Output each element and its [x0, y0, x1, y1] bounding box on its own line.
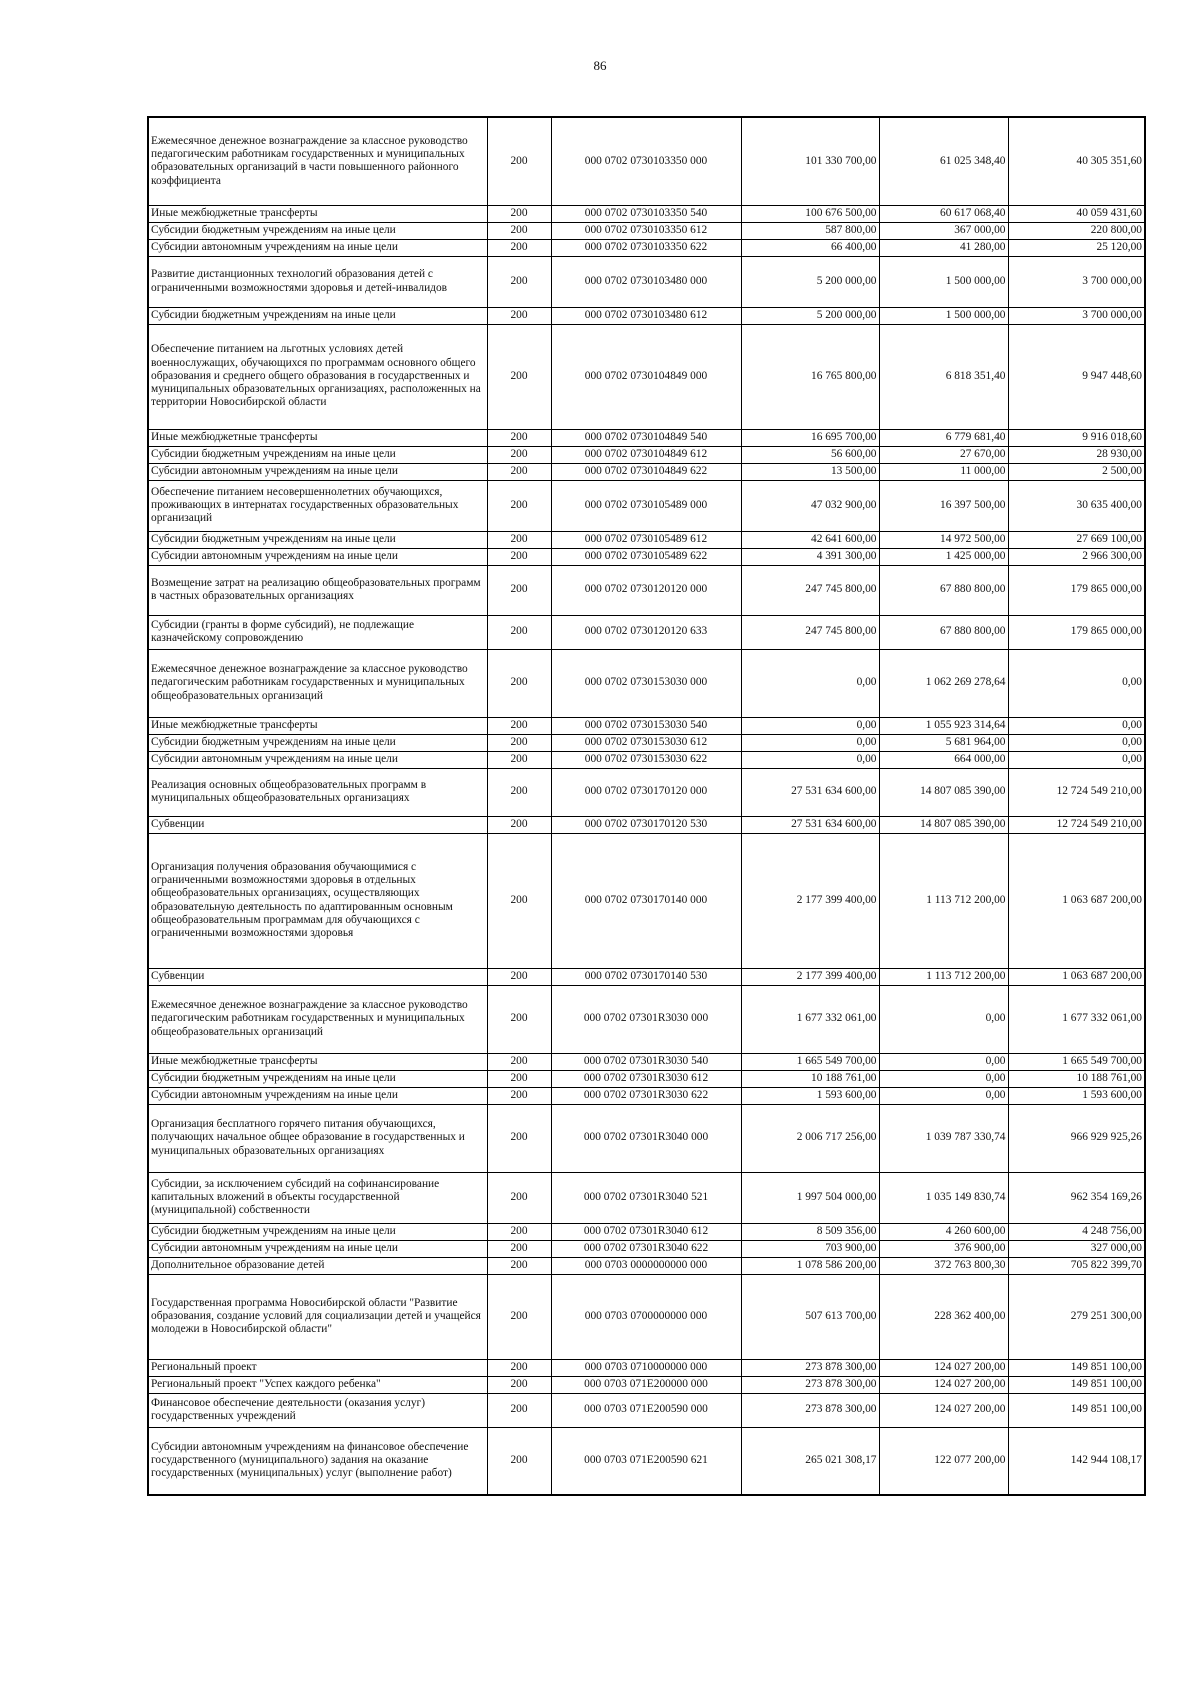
row-approved-amount-cell: 2 006 717 256,00: [741, 1104, 879, 1172]
row-name-cell: Субсидии автономным учреждениям на иные цели: [148, 463, 487, 480]
row-name-cell: Субсидии автономным учреждениям на иные цели: [148, 751, 487, 768]
row-unexecuted-amount-cell: 962 354 169,26: [1008, 1172, 1145, 1223]
row-name-cell: Субсидии автономным учреждениям на иные цели: [148, 1240, 487, 1257]
row-code-cell: 200: [487, 1053, 551, 1070]
row-code-cell: 200: [487, 565, 551, 615]
table-row: [148, 205, 1145, 222]
row-kbk-code-cell: 000 0702 0730104849 540: [551, 429, 741, 446]
row-kbk-code-cell: 000 0702 0730103350 612: [551, 222, 741, 239]
row-code-cell: 200: [487, 717, 551, 734]
row-code-cell: 200: [487, 833, 551, 968]
row-executed-amount-cell: 6 779 681,40: [879, 429, 1008, 446]
row-kbk-code-cell: 000 0702 07301R3030 540: [551, 1053, 741, 1070]
row-name-cell: Региональный проект "Успех каждого ребенка": [148, 1376, 487, 1393]
row-executed-amount-cell: 1 113 712 200,00: [879, 968, 1008, 985]
row-name-cell: Субсидии автономным учреждениям на иные цели: [148, 1087, 487, 1104]
row-code-cell: 200: [487, 429, 551, 446]
row-kbk-code-cell: 000 0703 071E200590 621: [551, 1427, 741, 1495]
row-code-cell: 200: [487, 222, 551, 239]
row-name-cell: Реализация основных общеобразовательных программ в муниципальных общеобразовательных организациях: [148, 768, 487, 816]
row-executed-amount-cell: 1 035 149 830,74: [879, 1172, 1008, 1223]
row-code-cell: 200: [487, 324, 551, 429]
row-approved-amount-cell: 273 878 300,00: [741, 1393, 879, 1427]
row-kbk-code-cell: 000 0702 0730153030 622: [551, 751, 741, 768]
table-row: [148, 1223, 1145, 1240]
row-unexecuted-amount-cell: 28 930,00: [1008, 446, 1145, 463]
row-name-cell: Обеспечение питанием на льготных условиях детей военнослужащих, обучающихся по программам основного общего образования и среднего общего образования в государственных и муниципальных образовательных организациях, расположенных на территории Новосибирской области: [148, 324, 487, 429]
row-name-cell: Возмещение затрат на реализацию общеобразовательных программ в частных образовательных организациях: [148, 565, 487, 615]
row-executed-amount-cell: 67 880 800,00: [879, 615, 1008, 649]
row-code-cell: 200: [487, 734, 551, 751]
row-unexecuted-amount-cell: 10 188 761,00: [1008, 1070, 1145, 1087]
row-code-cell: 200: [487, 1223, 551, 1240]
row-unexecuted-amount-cell: 0,00: [1008, 734, 1145, 751]
row-approved-amount-cell: 2 177 399 400,00: [741, 968, 879, 985]
row-unexecuted-amount-cell: 4 248 756,00: [1008, 1223, 1145, 1240]
row-unexecuted-amount-cell: 3 700 000,00: [1008, 307, 1145, 324]
row-approved-amount-cell: 1 665 549 700,00: [741, 1053, 879, 1070]
row-approved-amount-cell: 4 391 300,00: [741, 548, 879, 565]
row-approved-amount-cell: 0,00: [741, 649, 879, 717]
row-unexecuted-amount-cell: 3 700 000,00: [1008, 256, 1145, 307]
row-unexecuted-amount-cell: 2 966 300,00: [1008, 548, 1145, 565]
row-unexecuted-amount-cell: 327 000,00: [1008, 1240, 1145, 1257]
row-name-cell: Субвенции: [148, 968, 487, 985]
table-row: [148, 1376, 1145, 1393]
row-code-cell: 200: [487, 531, 551, 548]
row-code-cell: 200: [487, 985, 551, 1053]
row-code-cell: 200: [487, 548, 551, 565]
row-executed-amount-cell: 5 681 964,00: [879, 734, 1008, 751]
row-name-cell: Субсидии бюджетным учреждениям на иные цели: [148, 446, 487, 463]
row-kbk-code-cell: 000 0702 0730120120 633: [551, 615, 741, 649]
row-approved-amount-cell: 273 878 300,00: [741, 1359, 879, 1376]
row-kbk-code-cell: 000 0702 0730104849 612: [551, 446, 741, 463]
row-unexecuted-amount-cell: 966 929 925,26: [1008, 1104, 1145, 1172]
row-executed-amount-cell: 41 280,00: [879, 239, 1008, 256]
budget-execution-table: [147, 116, 1146, 1496]
page-number: 86: [593, 58, 607, 73]
row-unexecuted-amount-cell: 149 851 100,00: [1008, 1393, 1145, 1427]
row-kbk-code-cell: 000 0702 0730104849 622: [551, 463, 741, 480]
row-code-cell: 200: [487, 1274, 551, 1359]
row-code-cell: 200: [487, 446, 551, 463]
table-row: [148, 1257, 1145, 1274]
row-name-cell: Организация бесплатного горячего питания обучающихся, получающих начальное общее образование в государственных и муниципальных образовательных организациях: [148, 1104, 487, 1172]
row-approved-amount-cell: 1 593 600,00: [741, 1087, 879, 1104]
row-unexecuted-amount-cell: 279 251 300,00: [1008, 1274, 1145, 1359]
row-name-cell: Развитие дистанционных технологий образования детей с ограниченными возможностями здоровья и детей-инвалидов: [148, 256, 487, 307]
table-row: [148, 1359, 1145, 1376]
row-name-cell: Региональный проект: [148, 1359, 487, 1376]
row-approved-amount-cell: 1 677 332 061,00: [741, 985, 879, 1053]
row-executed-amount-cell: 14 972 500,00: [879, 531, 1008, 548]
row-executed-amount-cell: 16 397 500,00: [879, 480, 1008, 531]
row-unexecuted-amount-cell: 12 724 549 210,00: [1008, 768, 1145, 816]
row-kbk-code-cell: 000 0702 0730120120 000: [551, 565, 741, 615]
row-executed-amount-cell: 0,00: [879, 1070, 1008, 1087]
table-row: [148, 1172, 1145, 1223]
table-row: [148, 256, 1145, 307]
row-name-cell: Субсидии, за исключением субсидий на софинансирование капитальных вложений в объекты государственной (муниципальной) собственности: [148, 1172, 487, 1223]
row-name-cell: Обеспечение питанием несовершеннолетних обучающихся, проживающих в интернатах государственных образовательных организаций: [148, 480, 487, 531]
row-approved-amount-cell: 1 997 504 000,00: [741, 1172, 879, 1223]
table-row: [148, 222, 1145, 239]
table-row: [148, 1240, 1145, 1257]
row-kbk-code-cell: 000 0702 0730153030 540: [551, 717, 741, 734]
row-approved-amount-cell: 265 021 308,17: [741, 1427, 879, 1495]
table-row: [148, 1053, 1145, 1070]
table-row: [148, 1393, 1145, 1427]
row-executed-amount-cell: 1 113 712 200,00: [879, 833, 1008, 968]
row-name-cell: Субсидии бюджетным учреждениям на иные цели: [148, 531, 487, 548]
row-code-cell: 200: [487, 117, 551, 205]
table-row: [148, 239, 1145, 256]
row-name-cell: Организация получения образования обучающимися с ограниченными возможностями здоровья в отдельных общеобразовательных организациях, осуществляющих образовательную деятельность по адаптированным основным общеобразовательным программам для обучающихся с ограниченными возможностями здоровья: [148, 833, 487, 968]
row-unexecuted-amount-cell: 149 851 100,00: [1008, 1376, 1145, 1393]
row-code-cell: 200: [487, 256, 551, 307]
row-approved-amount-cell: 247 745 800,00: [741, 615, 879, 649]
table-body: [148, 117, 1145, 1495]
table-row: [148, 1104, 1145, 1172]
row-executed-amount-cell: 1 062 269 278,64: [879, 649, 1008, 717]
row-code-cell: 200: [487, 1376, 551, 1393]
table-row: [148, 833, 1145, 968]
table-row: [148, 615, 1145, 649]
row-name-cell: Субсидии бюджетным учреждениям на иные цели: [148, 222, 487, 239]
row-unexecuted-amount-cell: 2 500,00: [1008, 463, 1145, 480]
row-name-cell: Субсидии автономным учреждениям на иные цели: [148, 548, 487, 565]
table-row: [148, 307, 1145, 324]
row-name-cell: Иные межбюджетные трансферты: [148, 717, 487, 734]
table-row: [148, 565, 1145, 615]
row-executed-amount-cell: 228 362 400,00: [879, 1274, 1008, 1359]
row-code-cell: 200: [487, 205, 551, 222]
row-code-cell: 200: [487, 239, 551, 256]
row-kbk-code-cell: 000 0702 0730103350 000: [551, 117, 741, 205]
row-kbk-code-cell: 000 0703 0700000000 000: [551, 1274, 741, 1359]
table-row: [148, 1427, 1145, 1495]
row-name-cell: Ежемесячное денежное вознаграждение за классное руководство педагогическим работникам государственных и муниципальных общеобразовательных организаций: [148, 649, 487, 717]
row-approved-amount-cell: 27 531 634 600,00: [741, 768, 879, 816]
row-code-cell: 200: [487, 816, 551, 833]
row-kbk-code-cell: 000 0702 07301R3040 000: [551, 1104, 741, 1172]
row-executed-amount-cell: 1 425 000,00: [879, 548, 1008, 565]
row-name-cell: Ежемесячное денежное вознаграждение за классное руководство педагогическим работникам государственных и муниципальных образовательных организаций в части повышенного районного коэффициента: [148, 117, 487, 205]
row-approved-amount-cell: 101 330 700,00: [741, 117, 879, 205]
table-row: [148, 463, 1145, 480]
row-name-cell: Субсидии автономным учреждениям на финансовое обеспечение государственного (муниципального) задания на оказание государственных (муниципальных) услуг (выполнение работ): [148, 1427, 487, 1495]
row-executed-amount-cell: 664 000,00: [879, 751, 1008, 768]
row-unexecuted-amount-cell: 0,00: [1008, 751, 1145, 768]
row-kbk-code-cell: 000 0702 0730170120 530: [551, 816, 741, 833]
row-unexecuted-amount-cell: 179 865 000,00: [1008, 565, 1145, 615]
row-unexecuted-amount-cell: 27 669 100,00: [1008, 531, 1145, 548]
row-name-cell: Ежемесячное денежное вознаграждение за классное руководство педагогическим работникам государственных и муниципальных общеобразовательных организаций: [148, 985, 487, 1053]
row-kbk-code-cell: 000 0702 07301R3040 521: [551, 1172, 741, 1223]
row-name-cell: Государственная программа Новосибирской области "Развитие образования, создание условий для социализации детей и учащейся молодежи в Новосибирской области": [148, 1274, 487, 1359]
row-approved-amount-cell: 2 177 399 400,00: [741, 833, 879, 968]
row-kbk-code-cell: 000 0702 0730105489 612: [551, 531, 741, 548]
row-unexecuted-amount-cell: 1 677 332 061,00: [1008, 985, 1145, 1053]
row-approved-amount-cell: 5 200 000,00: [741, 256, 879, 307]
row-executed-amount-cell: 0,00: [879, 985, 1008, 1053]
row-approved-amount-cell: 47 032 900,00: [741, 480, 879, 531]
row-approved-amount-cell: 703 900,00: [741, 1240, 879, 1257]
row-approved-amount-cell: 100 676 500,00: [741, 205, 879, 222]
row-executed-amount-cell: 367 000,00: [879, 222, 1008, 239]
row-executed-amount-cell: 1 500 000,00: [879, 307, 1008, 324]
row-unexecuted-amount-cell: 40 059 431,60: [1008, 205, 1145, 222]
row-approved-amount-cell: 42 641 600,00: [741, 531, 879, 548]
row-approved-amount-cell: 0,00: [741, 751, 879, 768]
row-kbk-code-cell: 000 0702 07301R3030 000: [551, 985, 741, 1053]
row-unexecuted-amount-cell: 705 822 399,70: [1008, 1257, 1145, 1274]
row-unexecuted-amount-cell: 0,00: [1008, 649, 1145, 717]
table-row: [148, 717, 1145, 734]
row-kbk-code-cell: 000 0702 0730104849 000: [551, 324, 741, 429]
row-kbk-code-cell: 000 0703 071E200590 000: [551, 1393, 741, 1427]
table-row: [148, 1274, 1145, 1359]
row-name-cell: Субсидии (гранты в форме субсидий), не подлежащие казначейскому сопровождению: [148, 615, 487, 649]
row-code-cell: 200: [487, 1070, 551, 1087]
row-executed-amount-cell: 372 763 800,30: [879, 1257, 1008, 1274]
row-approved-amount-cell: 56 600,00: [741, 446, 879, 463]
row-code-cell: 200: [487, 1087, 551, 1104]
row-approved-amount-cell: 0,00: [741, 717, 879, 734]
row-code-cell: 200: [487, 751, 551, 768]
table-row: [148, 446, 1145, 463]
row-unexecuted-amount-cell: 1 063 687 200,00: [1008, 968, 1145, 985]
row-code-cell: 200: [487, 463, 551, 480]
row-code-cell: 200: [487, 1240, 551, 1257]
row-executed-amount-cell: 0,00: [879, 1087, 1008, 1104]
row-unexecuted-amount-cell: 25 120,00: [1008, 239, 1145, 256]
row-unexecuted-amount-cell: 40 305 351,60: [1008, 117, 1145, 205]
row-name-cell: Субсидии бюджетным учреждениям на иные цели: [148, 734, 487, 751]
row-unexecuted-amount-cell: 1 593 600,00: [1008, 1087, 1145, 1104]
row-kbk-code-cell: 000 0702 0730103480 000: [551, 256, 741, 307]
row-executed-amount-cell: 0,00: [879, 1053, 1008, 1070]
row-name-cell: Финансовое обеспечение деятельности (оказания услуг) государственных учреждений: [148, 1393, 487, 1427]
table-row: [148, 324, 1145, 429]
table-row: [148, 117, 1145, 205]
row-name-cell: Иные межбюджетные трансферты: [148, 429, 487, 446]
row-kbk-code-cell: 000 0702 0730103350 540: [551, 205, 741, 222]
row-kbk-code-cell: 000 0702 0730170140 000: [551, 833, 741, 968]
row-unexecuted-amount-cell: 9 947 448,60: [1008, 324, 1145, 429]
row-name-cell: Дополнительное образование детей: [148, 1257, 487, 1274]
row-kbk-code-cell: 000 0702 07301R3040 612: [551, 1223, 741, 1240]
table-row: [148, 429, 1145, 446]
row-kbk-code-cell: 000 0703 0710000000 000: [551, 1359, 741, 1376]
row-approved-amount-cell: 10 188 761,00: [741, 1070, 879, 1087]
table-row: [148, 480, 1145, 531]
row-unexecuted-amount-cell: 0,00: [1008, 717, 1145, 734]
table-row: [148, 649, 1145, 717]
row-name-cell: Иные межбюджетные трансферты: [148, 205, 487, 222]
row-name-cell: Субсидии бюджетным учреждениям на иные цели: [148, 1223, 487, 1240]
row-code-cell: 200: [487, 307, 551, 324]
table-row: [148, 1087, 1145, 1104]
row-code-cell: 200: [487, 1257, 551, 1274]
row-kbk-code-cell: 000 0702 0730153030 000: [551, 649, 741, 717]
row-code-cell: 200: [487, 1359, 551, 1376]
row-kbk-code-cell: 000 0702 0730103480 612: [551, 307, 741, 324]
row-name-cell: Субвенции: [148, 816, 487, 833]
row-executed-amount-cell: 14 807 085 390,00: [879, 768, 1008, 816]
row-unexecuted-amount-cell: 9 916 018,60: [1008, 429, 1145, 446]
table-row: [148, 531, 1145, 548]
row-executed-amount-cell: 14 807 085 390,00: [879, 816, 1008, 833]
table-row: [148, 734, 1145, 751]
row-kbk-code-cell: 000 0702 0730170120 000: [551, 768, 741, 816]
row-code-cell: 200: [487, 968, 551, 985]
row-code-cell: 200: [487, 1393, 551, 1427]
row-approved-amount-cell: 16 765 800,00: [741, 324, 879, 429]
row-code-cell: 200: [487, 1172, 551, 1223]
row-executed-amount-cell: 124 027 200,00: [879, 1376, 1008, 1393]
row-executed-amount-cell: 1 039 787 330,74: [879, 1104, 1008, 1172]
row-approved-amount-cell: 587 800,00: [741, 222, 879, 239]
row-approved-amount-cell: 13 500,00: [741, 463, 879, 480]
table-row: [148, 985, 1145, 1053]
row-approved-amount-cell: 5 200 000,00: [741, 307, 879, 324]
table-row: [148, 1070, 1145, 1087]
row-name-cell: Иные межбюджетные трансферты: [148, 1053, 487, 1070]
row-kbk-code-cell: 000 0702 07301R3040 622: [551, 1240, 741, 1257]
table-row: [148, 768, 1145, 816]
row-executed-amount-cell: 124 027 200,00: [879, 1393, 1008, 1427]
row-approved-amount-cell: 66 400,00: [741, 239, 879, 256]
row-unexecuted-amount-cell: 1 665 549 700,00: [1008, 1053, 1145, 1070]
row-executed-amount-cell: 60 617 068,40: [879, 205, 1008, 222]
row-code-cell: 200: [487, 649, 551, 717]
row-unexecuted-amount-cell: 149 851 100,00: [1008, 1359, 1145, 1376]
row-kbk-code-cell: 000 0702 0730105489 622: [551, 548, 741, 565]
row-executed-amount-cell: 61 025 348,40: [879, 117, 1008, 205]
row-code-cell: 200: [487, 1427, 551, 1495]
row-approved-amount-cell: 1 078 586 200,00: [741, 1257, 879, 1274]
row-unexecuted-amount-cell: 12 724 549 210,00: [1008, 816, 1145, 833]
row-code-cell: 200: [487, 1104, 551, 1172]
row-kbk-code-cell: 000 0702 07301R3030 622: [551, 1087, 741, 1104]
row-kbk-code-cell: 000 0702 07301R3030 612: [551, 1070, 741, 1087]
row-approved-amount-cell: 16 695 700,00: [741, 429, 879, 446]
row-unexecuted-amount-cell: 220 800,00: [1008, 222, 1145, 239]
row-code-cell: 200: [487, 480, 551, 531]
row-executed-amount-cell: 11 000,00: [879, 463, 1008, 480]
row-approved-amount-cell: 247 745 800,00: [741, 565, 879, 615]
row-name-cell: Субсидии бюджетным учреждениям на иные цели: [148, 1070, 487, 1087]
row-kbk-code-cell: 000 0703 071E200000 000: [551, 1376, 741, 1393]
table-row: [148, 968, 1145, 985]
row-executed-amount-cell: 124 027 200,00: [879, 1359, 1008, 1376]
row-kbk-code-cell: 000 0702 0730153030 612: [551, 734, 741, 751]
row-unexecuted-amount-cell: 1 063 687 200,00: [1008, 833, 1145, 968]
row-kbk-code-cell: 000 0703 0000000000 000: [551, 1257, 741, 1274]
row-executed-amount-cell: 67 880 800,00: [879, 565, 1008, 615]
row-executed-amount-cell: 122 077 200,00: [879, 1427, 1008, 1495]
row-approved-amount-cell: 0,00: [741, 734, 879, 751]
row-kbk-code-cell: 000 0702 0730103350 622: [551, 239, 741, 256]
table-row: [148, 751, 1145, 768]
table-row: [148, 548, 1145, 565]
row-executed-amount-cell: 6 818 351,40: [879, 324, 1008, 429]
row-unexecuted-amount-cell: 179 865 000,00: [1008, 615, 1145, 649]
row-approved-amount-cell: 8 509 356,00: [741, 1223, 879, 1240]
row-unexecuted-amount-cell: 30 635 400,00: [1008, 480, 1145, 531]
table-row: [148, 816, 1145, 833]
row-approved-amount-cell: 507 613 700,00: [741, 1274, 879, 1359]
row-name-cell: Субсидии бюджетным учреждениям на иные цели: [148, 307, 487, 324]
row-approved-amount-cell: 27 531 634 600,00: [741, 816, 879, 833]
row-executed-amount-cell: 1 500 000,00: [879, 256, 1008, 307]
row-kbk-code-cell: 000 0702 0730105489 000: [551, 480, 741, 531]
row-name-cell: Субсидии автономным учреждениям на иные цели: [148, 239, 487, 256]
row-executed-amount-cell: 1 055 923 314,64: [879, 717, 1008, 734]
row-code-cell: 200: [487, 615, 551, 649]
row-code-cell: 200: [487, 768, 551, 816]
row-executed-amount-cell: 4 260 600,00: [879, 1223, 1008, 1240]
row-unexecuted-amount-cell: 142 944 108,17: [1008, 1427, 1145, 1495]
row-executed-amount-cell: 376 900,00: [879, 1240, 1008, 1257]
row-approved-amount-cell: 273 878 300,00: [741, 1376, 879, 1393]
row-executed-amount-cell: 27 670,00: [879, 446, 1008, 463]
row-kbk-code-cell: 000 0702 0730170140 530: [551, 968, 741, 985]
